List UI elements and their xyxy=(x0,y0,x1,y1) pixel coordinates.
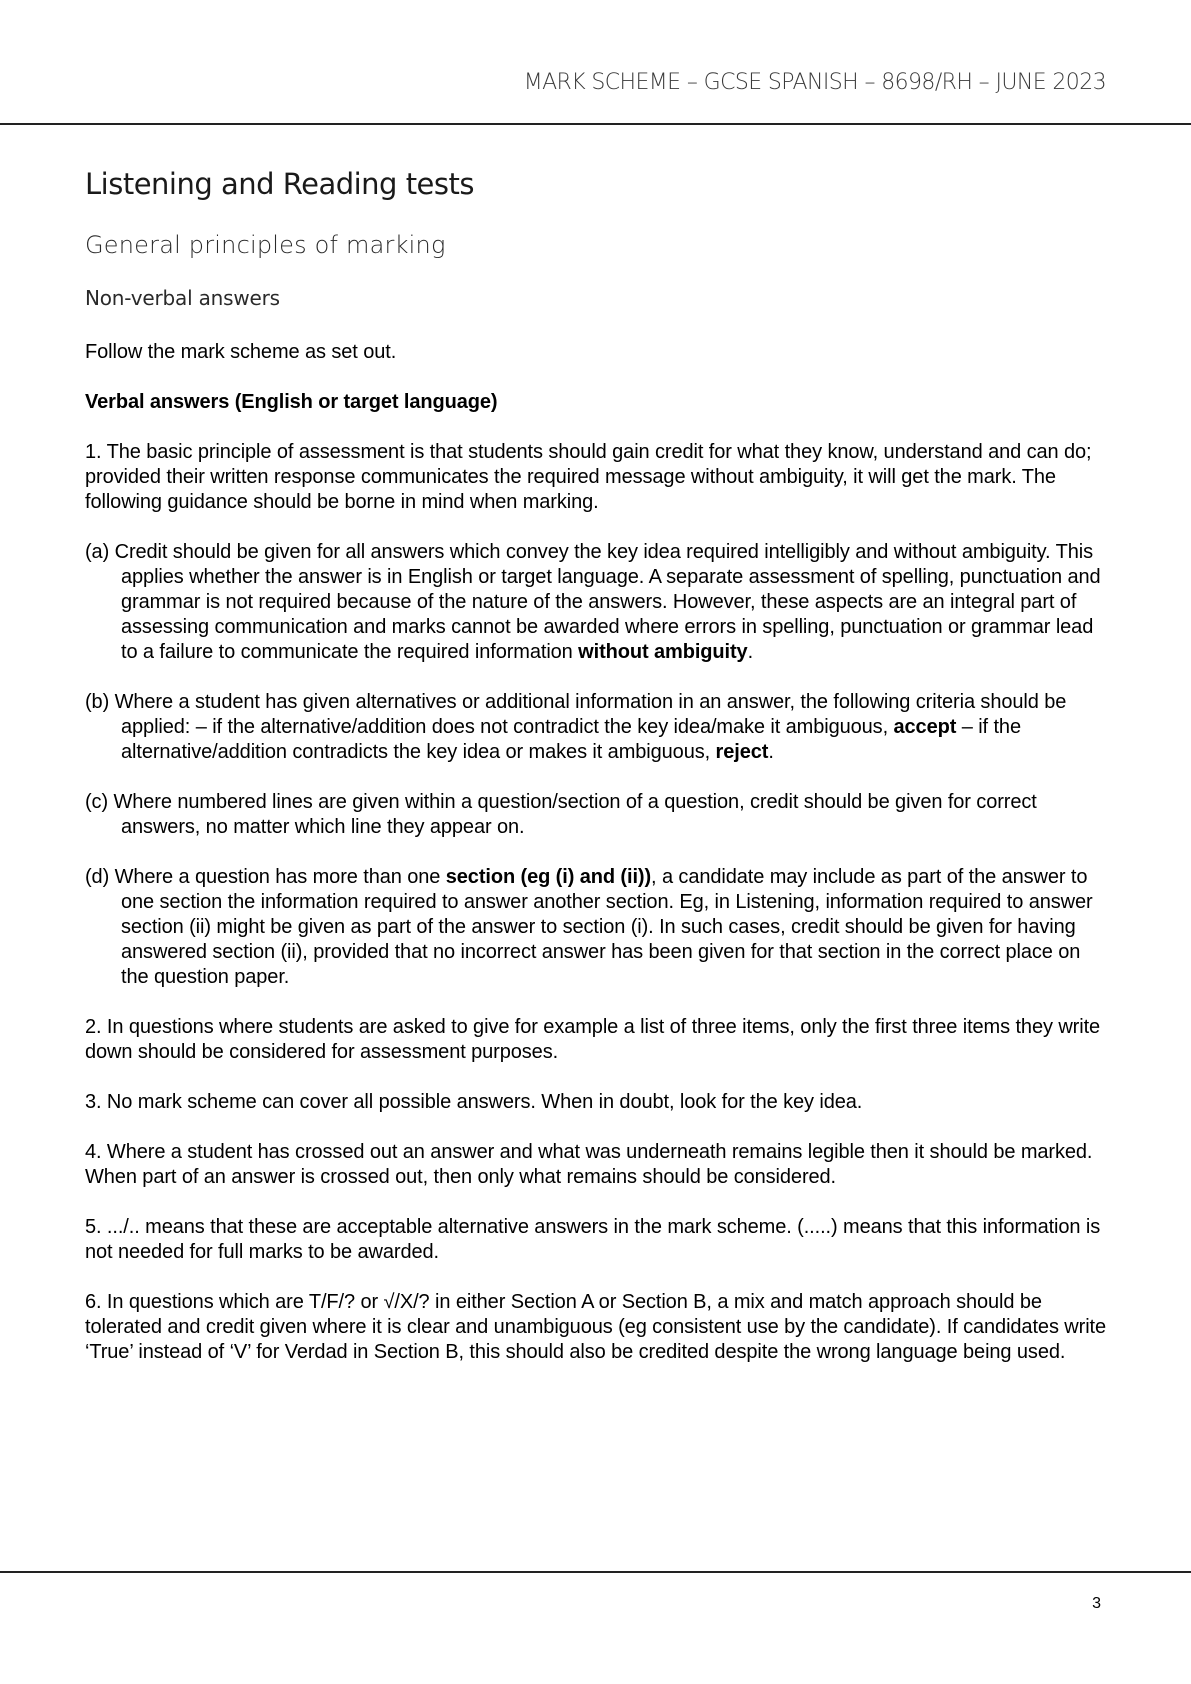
principle-1d-emphasis: section (eg (i) and (ii)) xyxy=(445,866,652,888)
principle-1b-text-1: (b) Where a student has given alternatives or additional information in an answer, the following criteria should be applied: – if the alternative/addition does not contradict the key idea/make it ambiguous, xyxy=(85,691,1067,738)
principle-1a-text: (a) Credit should be given for all answers which convey the key idea required intelligibly and without ambiguity. This applies whether the answer is in English or target language. A separate assessment of spelling, punctuation and grammar is not required because of the nature of the answers. However, these aspects are an integral part of assessing communication and marks cannot be awarded where errors in spelling, punctuation or grammar lead to a failure to communicate the required information xyxy=(85,541,1101,663)
principle-1b xyxy=(85,690,1107,765)
running-header: MARK SCHEME – GCSE SPANISH – 8698/RH – JUNE 2023 xyxy=(523,70,1106,95)
principle-4: 4. Where a student has crossed out an answer and what was underneath remains legible then it should be marked. When part of an answer is crossed out, then only what remains should be considered. xyxy=(85,1141,1093,1188)
header-divider xyxy=(0,123,1191,125)
verbal-heading: Verbal answers (English or target language) xyxy=(85,391,498,413)
principle-3: 3. No mark scheme can cover all possible answers. When in doubt, look for the key idea. xyxy=(85,1091,863,1113)
principle-1d-text-2: , a candidate may include as part of the answer to one section the information required to answer another section. Eg, in Listening, information required to answer section (ii) might be given as part of the answer to section (i). In such cases, credit should be given for having answered section (ii), provided that no incorrect answer has been given for that section in the correct place on the question paper. xyxy=(121,866,1093,988)
principle-1b-accept: accept xyxy=(893,716,957,738)
principle-1a-emphasis: without ambiguity xyxy=(578,641,748,663)
principle-1c: (c) Where numbered lines are given within a question/section of a question, credit should be given for correct answers, no matter which line they appear on. xyxy=(85,791,1037,838)
principle-2: 2. In questions where students are asked to give for example a list of three items, only the first three items they write down should be considered for assessment purposes. xyxy=(85,1016,1101,1063)
principle-1b-reject: reject xyxy=(715,741,769,763)
principle-1b-text-2: – if the alternative/addition contradicts the key idea or makes it ambiguous, xyxy=(121,716,1021,763)
principle-1b-end: . xyxy=(768,741,774,763)
principle-6: 6. In questions which are T/F/? or √/X/? in either Section A or Section B, a mix and match approach should be tolerated and credit given where it is clear and unambiguous (eg consistent use by the candidate). If candidates write ‘True’ instead of ‘V’ for Verdad in Section B, this should also be credited despite the wrong language being used. xyxy=(85,1291,1107,1363)
principle-1a xyxy=(85,540,1107,665)
principle-5: 5. .../.. means that these are acceptable alternative answers in the mark scheme. (.....) means that this information is not needed for full marks to be awarded. xyxy=(85,1216,1101,1263)
principle-1: 1. The basic principle of assessment is that students should gain credit for what they know, understand and can do; provided their written response communicates the required message without ambiguity, it will get the mark. The following guidance should be borne in mind when marking. xyxy=(85,441,1092,513)
section-subtitle: General principles of marking xyxy=(85,231,446,259)
nonverbal-heading: Non-verbal answers xyxy=(85,286,280,310)
page-number: 3 xyxy=(1092,1595,1101,1612)
nonverbal-paragraph: Follow the mark scheme as set out. xyxy=(85,341,397,363)
footer-divider xyxy=(0,1571,1191,1573)
principle-1a-end: . xyxy=(747,641,754,663)
principle-1d xyxy=(85,865,1107,990)
page-body xyxy=(85,166,1107,1390)
page-title: Listening and Reading tests xyxy=(85,167,474,201)
principle-1d-text-1: (d) Where a question has more than one xyxy=(85,866,446,888)
